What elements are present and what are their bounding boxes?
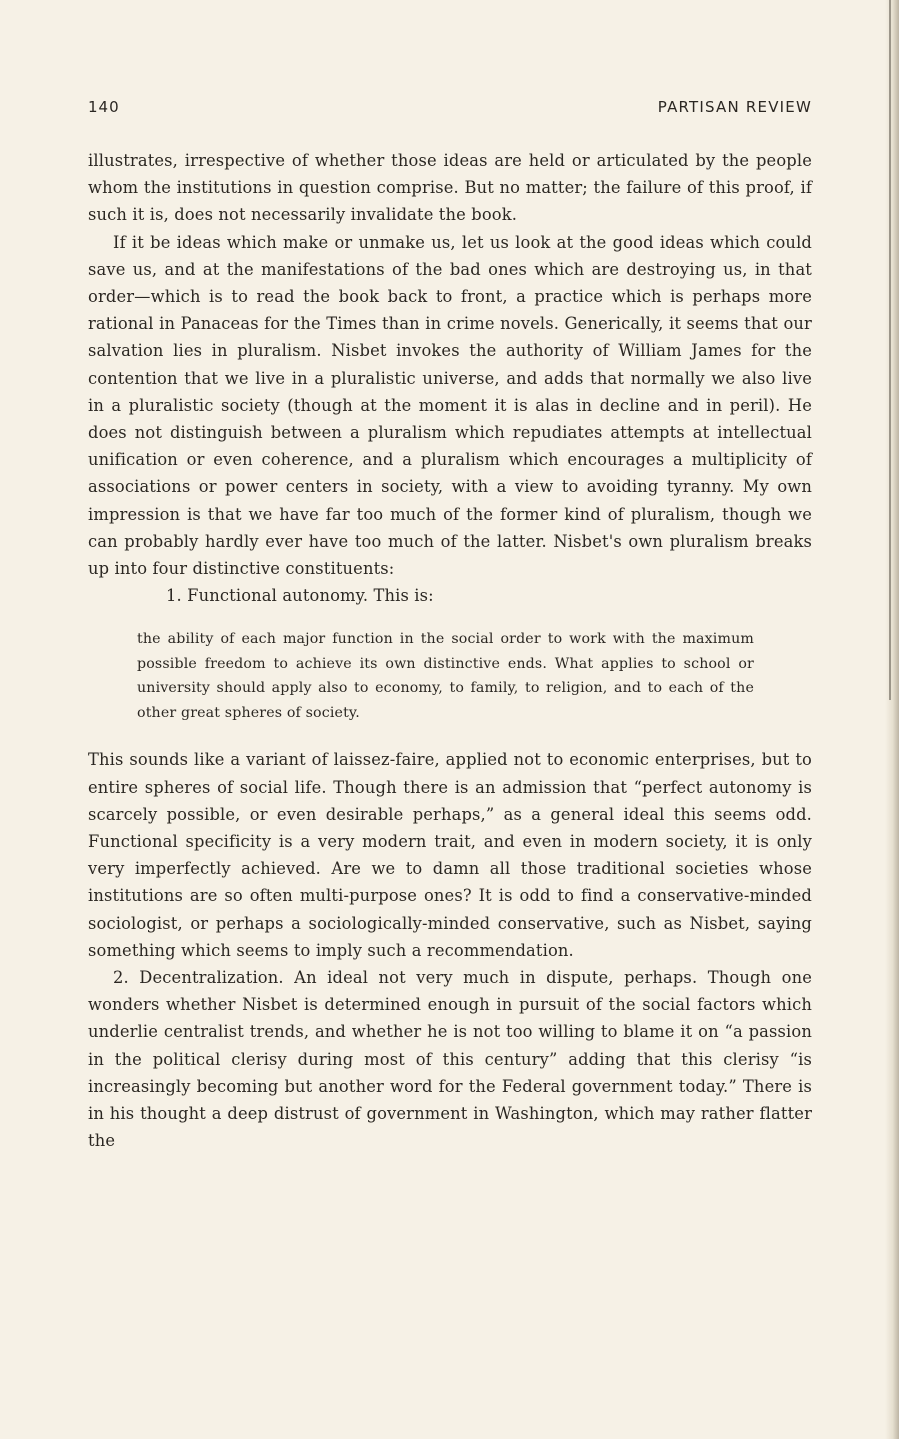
list-item-functional-autonomy: 1. Functional autonomy. This is: — [166, 586, 434, 606]
body-text — [88, 147, 812, 1155]
binding-edge-line — [889, 0, 891, 700]
page-edge-shadow — [885, 0, 899, 1439]
block-quote: the ability of each major function in the social order to work with the maximum possible freedom to achieve its own distinctive ends. What applies to school or university should apply also to economy, to family, to religion, and to each of the other great spheres of society. — [137, 631, 754, 721]
paragraph-laissez-faire: This sounds like a variant of laissez-faire, applied not to economic enterprises, but to entire spheres of social life. Though there is an admission that “perfect autonomy is scarcely possible, or even desirable perhaps,” as a general ideal this seems odd. Functional specificity is a very modern trait, and even in modern society, it is only very imperfectly achieved. Are we to damn all those traditional societies whose institutions are so often multi-purpose ones? It is odd to find a conservative-minded sociologist, or perhaps a sociologically-minded conservative, such as Nisbet, saying something which seems to imply such a recommendation. — [88, 750, 812, 960]
page-number: 140 — [88, 98, 120, 116]
running-head: PARTISAN REVIEW — [657, 98, 812, 116]
list-item-decentralization: 2. Decentralization. An ideal not very much in dispute, perhaps. Though one wonders whether Nisbet is determined enough in pursuit of the social factors which underlie centralist trends, and whether he is not too willing to blame it on “a passion in the political clerisy during most of this century” adding that this clerisy “is increasingly becoming but another word for the Federal government today.” There is in his thought a deep distrust of government in Washington, which may rather flatter the — [88, 968, 812, 1151]
paragraph-pluralism: If it be ideas which make or unmake us, let us look at the good ideas which could save us, and at the manifestations of the bad ones which are destroying us, in that order—which is to read the book back to front, a practice which is perhaps more rational in Panaceas for the Times than in crime novels. Generically, it seems that our salvation lies in pluralism. Nisbet invokes the authority of William James for the contention that we live in a pluralistic universe, and adds that normally we also live in a pluralistic society (though at the moment it is alas in decline and in peril). He does not distinguish between a pluralism which repudiates attempts at intellectual unification or even coherence, and a pluralism which encourages a multiplicity of associations or power centers in society, with a view to avoiding tyranny. My own impression is that we have far too much of the former kind of pluralism, though we can probably hardly ever have too much of the latter. Nisbet's own pluralism breaks up into four distinctive constituents: — [88, 232, 812, 579]
paragraph-continued: illustrates, irrespective of whether those ideas are held or articulated by the people whom the institutions in question comprise. But no matter; the failure of this proof, if such it is, does not necessarily invalidate the book. — [88, 151, 812, 225]
page-header — [88, 98, 812, 120]
